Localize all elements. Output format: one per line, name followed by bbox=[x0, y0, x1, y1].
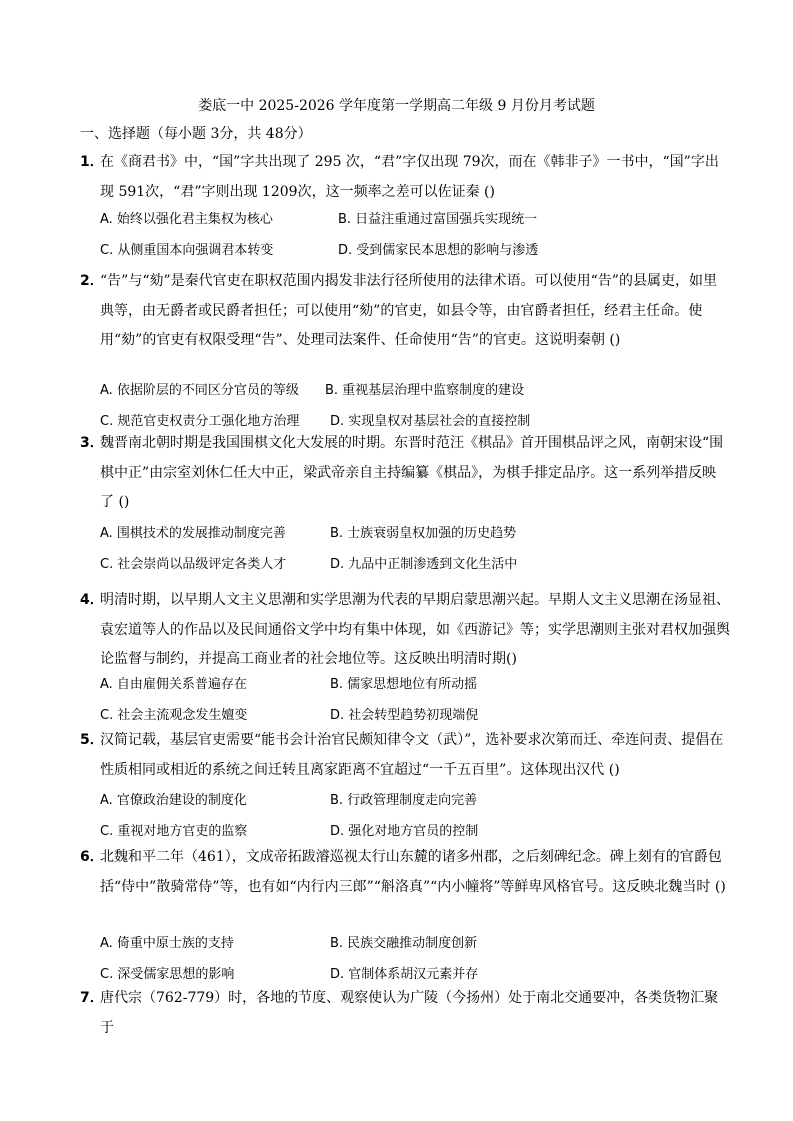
option-b: B. 民族交融推动制度创新 bbox=[330, 936, 478, 951]
question-2 bbox=[80, 267, 730, 356]
question-number: 2． bbox=[80, 273, 104, 289]
question-stem: “告”与“劾”是秦代官吏在职权范围内揭发非法行径所使用的法律术语。可以使用“告”的县属吏，如里典等，由无爵者或民爵者担任；可以使用“劾”的官吏，如县令等，由官爵者担任，经君主任命。使用“劾”的官吏有权限受理“告”、处理司法案件、任命使用“告”的官吏。这说明秦朝 () bbox=[100, 273, 717, 348]
question-number: 4． bbox=[80, 592, 104, 608]
option-b: B. 士族衰弱皇权加强的历史趋势 bbox=[330, 526, 517, 541]
question-number: 5． bbox=[80, 732, 104, 748]
option-c: C. 社会主流观念发生嬗变 bbox=[100, 708, 248, 723]
option-b: B. 儒家思想地位有所动摇 bbox=[330, 677, 478, 692]
option-a: A. 倚重中原士族的支持 bbox=[100, 936, 234, 951]
exam-title: 娄底一中 2025-2026 学年度第一学期高二年级 9 月份月考试题 bbox=[198, 98, 595, 114]
option-d: D. 实现皇权对基层社会的直接控制 bbox=[330, 414, 531, 429]
question-3 bbox=[80, 429, 730, 518]
question-stem: 北魏和平二年（461），文成帝拓跋濬巡视太行山东麓的诸多州郡，之后刻碑纪念。碑上刻有的官爵包括“侍中”散骑常侍”等，也有如“内行内三郎”“斛洛真”“内小幢将”等鲜卑风格官号。这反映北魏当时 () bbox=[100, 849, 726, 895]
option-a: A. 依据阶层的不同区分官员的等级 bbox=[100, 383, 299, 398]
section-heading: 一、选择题（每小题 3分，共 48分） bbox=[80, 126, 312, 142]
option-d: D. 受到儒家民本思想的影响与渗透 bbox=[338, 243, 539, 258]
question-6 bbox=[80, 843, 730, 902]
option-d: D. 强化对地方官员的控制 bbox=[330, 824, 479, 839]
question-stem: 魏晋南北朝时期是我国围棋文化大发展的时期。东晋时范汪《棋品》首开围棋品评之风，南朝宋设“围棋中正”由宗室刘休仁任大中正，梁武帝亲自主持编纂《棋品》，为棋手排定品序。这一系列举措反映了 () bbox=[100, 435, 724, 510]
option-d: D. 九品中正制渗透到文化生活中 bbox=[330, 557, 518, 572]
question-number: 3． bbox=[80, 435, 104, 451]
option-b: B. 日益注重通过富国强兵实现统一 bbox=[338, 212, 538, 227]
question-4 bbox=[80, 586, 730, 675]
option-a: A. 围棋技术的发展推动制度完善 bbox=[100, 526, 286, 541]
option-a: A. 自由雇佣关系普遍存在 bbox=[100, 677, 247, 692]
question-number: 6． bbox=[80, 849, 104, 865]
question-1 bbox=[80, 148, 730, 207]
question-5 bbox=[80, 726, 730, 785]
option-b: B. 行政管理制度走向完善 bbox=[330, 793, 478, 808]
option-c: C. 社会崇尚以品级评定各类人才 bbox=[100, 557, 287, 572]
question-stem: 明清时期，以早期人文主义思潮和实学思潮为代表的早期启蒙思潮兴起。早期人文主义思潮在汤显祖、袁宏道等人的作品以及民间通俗文学中均有集中体现，如《西游记》等；实学思潮则主张对君权加强舆论监督与制约，并提高工商业者的社会地位等。这反映出明清时期() bbox=[100, 592, 730, 667]
option-c: C. 重视对地方官吏的监察 bbox=[100, 824, 248, 839]
option-c: C. 规范官吏权责分工强化地方治理 bbox=[100, 414, 300, 429]
question-number: 7． bbox=[80, 990, 104, 1006]
question-stem: 在《商君书》中，“国”字共出现了 295 次，“君”字仅出现 79次，而在《韩非子》一书中，“国”字出现 591次，“君”字则出现 1209次，这一频率之差可以佐证秦 () bbox=[100, 154, 719, 200]
option-a: A. 官僚政治建设的制度化 bbox=[100, 793, 247, 808]
question-number: 1． bbox=[80, 154, 104, 170]
question-stem: 唐代宗（762-779）时，各地的节度、观察使认为广陵（今扬州）处于南北交通要冲，各类货物汇聚于 bbox=[100, 990, 719, 1036]
option-c: C. 深受儒家思想的影响 bbox=[100, 967, 235, 982]
option-c: C. 从侧重国本向强调君本转变 bbox=[100, 243, 274, 258]
option-d: D. 社会转型趋势初现端倪 bbox=[330, 708, 479, 723]
option-d: D. 官制体系胡汉元素并存 bbox=[330, 967, 479, 982]
option-a: A. 始终以强化君主集权为核心 bbox=[100, 212, 273, 227]
question-stem: 汉简记载，基层官吏需要“能书会计治官民颇知律令文（武）”，选补要求次第而迁、牵连问责、提倡在性质相同或相近的系统之间迁转且离家距离不宜超过“一千五百里”。这体现出汉代 () bbox=[100, 732, 724, 778]
question-7 bbox=[80, 984, 730, 1043]
option-b: B. 重视基层治理中监察制度的建设 bbox=[325, 383, 525, 398]
